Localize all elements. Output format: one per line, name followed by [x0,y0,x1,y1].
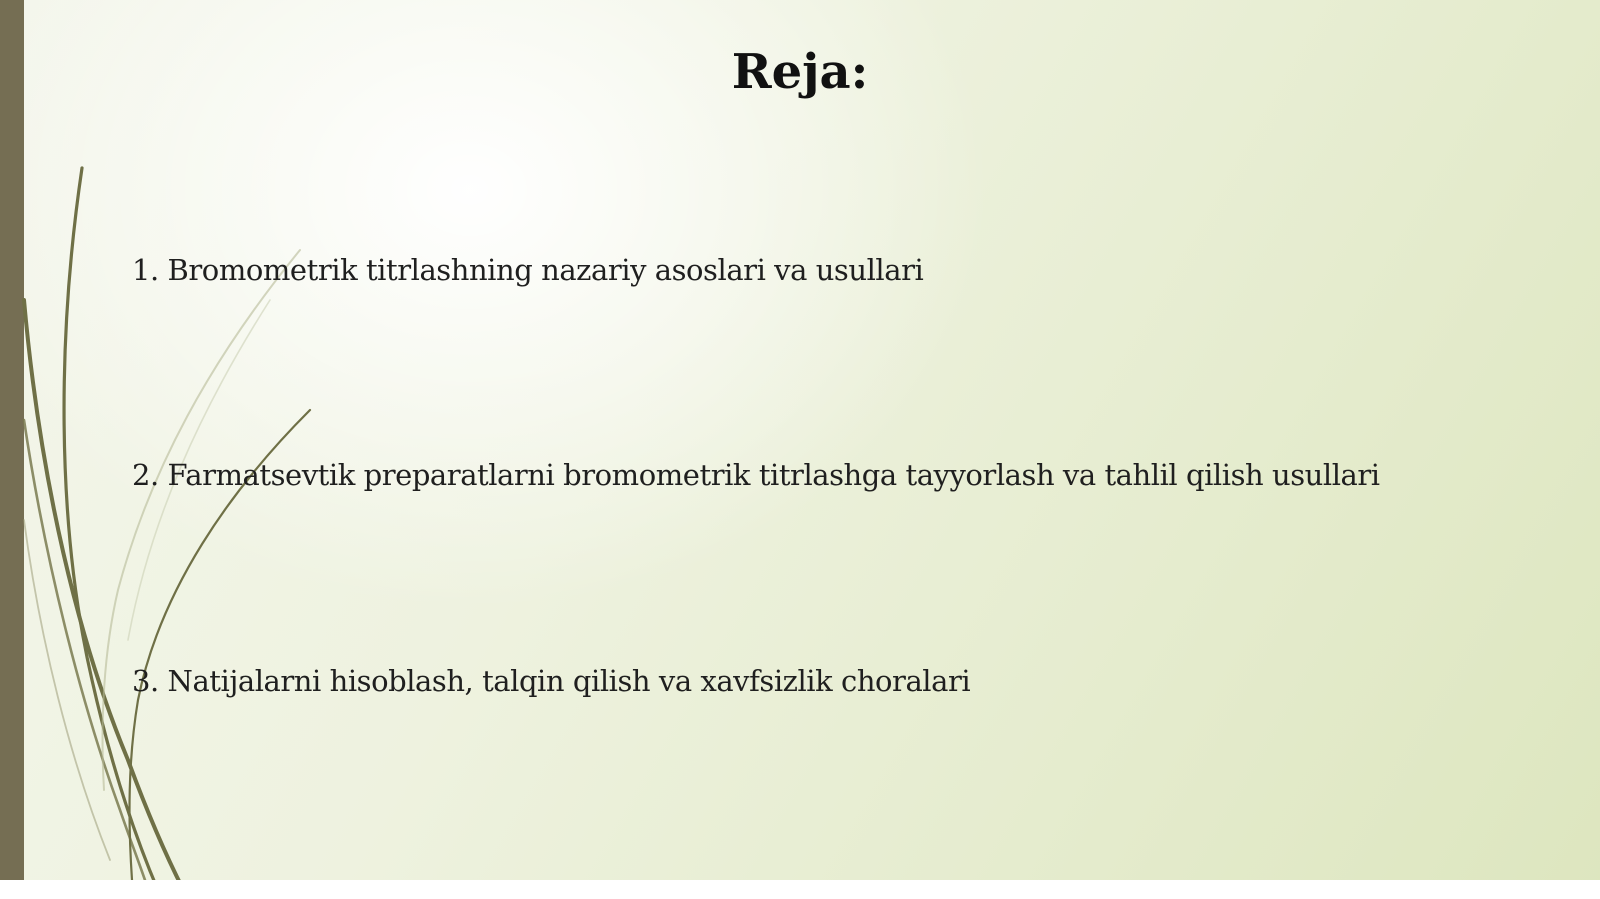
bottom-strip [0,880,1600,899]
plan-item-1: 1. Bromometrik titrlashning nazariy asoslari va usullari [132,253,924,287]
plan-item-3: 3. Natijalarni hisoblash, talqin qilish va xavfsizlik choralari [132,664,971,698]
plan-item-2: 2. Farmatsevtik preparatlarni bromometrik titrlashga tayyorlash va tahlil qilish usullari [132,458,1380,492]
slide-title: Reja: [731,44,869,100]
